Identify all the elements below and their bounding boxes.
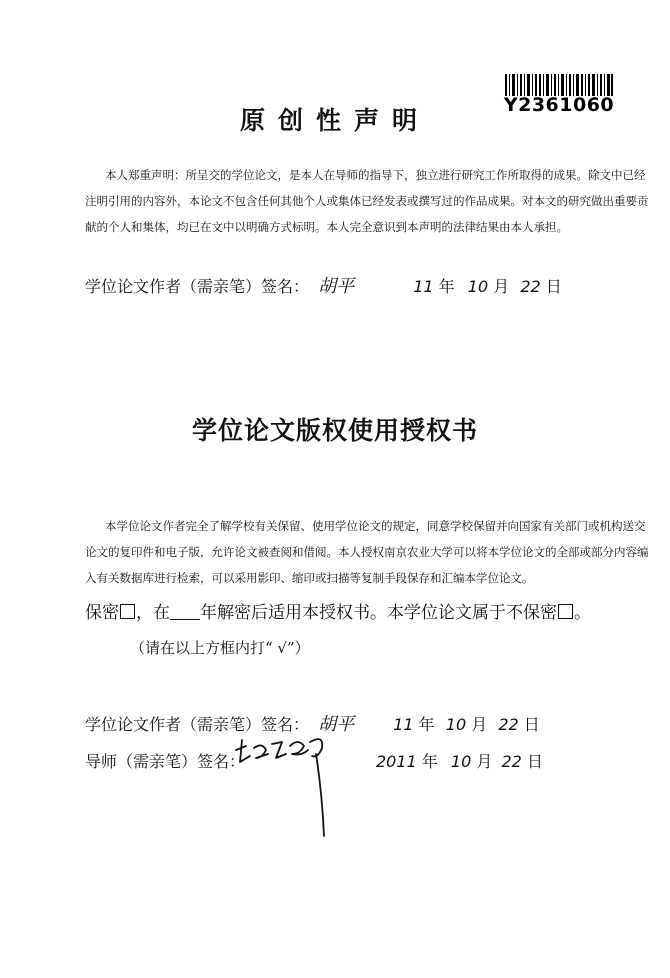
- signature-label: 学位论文作者（需亲笔）签名：: [85, 277, 310, 296]
- day-unit: 日: [526, 752, 543, 771]
- not-secret-label: 不保密: [506, 603, 557, 623]
- declaration-signature-row: [85, 272, 562, 298]
- advisor-date: [376, 749, 543, 772]
- signature-label: 学位论文作者（需亲笔）签名：: [85, 715, 310, 734]
- date-day: 22: [498, 715, 519, 734]
- choice-end: 。: [574, 603, 591, 623]
- date-year: 11: [413, 277, 434, 296]
- checkbox-instruction: （请在以上方框内打“ √”）: [130, 639, 310, 657]
- barcode-icon: [505, 74, 613, 96]
- date-month: 10: [445, 715, 467, 734]
- day-unit: 日: [545, 277, 562, 296]
- advisor-handwritten-signature: [232, 732, 332, 840]
- choice-text: 年解密后适用本授权书。本学位论文属于: [200, 603, 506, 623]
- declaration-title: 原创性声明: [239, 106, 430, 135]
- year-unit: 年: [421, 752, 438, 771]
- authorization-line: 本学位论文作者完全了解学校有关保留、使用学位论文的规定，同意学校保留并向国家有关部门或机构送交: [105, 519, 646, 533]
- declaration-line: 注明引用的内容外，本论文不包含任何其他个人或集体已经发表或撰写过的作品成果。对本文的研究做出重要贡: [85, 194, 649, 208]
- date-day: 22: [501, 752, 522, 771]
- handwritten-signature: 胡平: [318, 714, 355, 735]
- not-secret-checkbox[interactable]: [558, 604, 573, 619]
- authorization-line: 论文的复印件和电子版，允许论文被查阅和借阅。本人授权南京农业大学可以将本学位论文的全部或部分内容编: [85, 545, 649, 559]
- declaration-line: 本人郑重声明：所呈交的学位论文，是本人在导师的指导下，独立进行研究工作所取得的成果。除文中已经: [105, 168, 646, 182]
- month-unit: 月: [476, 752, 493, 771]
- signature-label: 导师（需亲笔）签名：: [85, 752, 246, 771]
- authorization-title: 学位论文版权使用授权书: [191, 416, 478, 445]
- month-unit: 月: [471, 715, 488, 734]
- year-unit: 年: [418, 715, 435, 734]
- month-unit: 月: [493, 277, 510, 296]
- date-year: 11: [393, 715, 414, 734]
- years-blank[interactable]: [170, 605, 200, 620]
- choice-text: ，在: [136, 603, 170, 623]
- day-unit: 日: [523, 715, 540, 734]
- secrecy-choice-line: [85, 598, 591, 623]
- advisor-signature-row: [85, 749, 245, 772]
- date-day: 22: [520, 277, 541, 296]
- barcode-number: Y2361060: [503, 94, 615, 116]
- handwritten-signature: 胡平: [318, 276, 355, 297]
- date-year: 2011: [376, 752, 417, 771]
- secret-label: 保密: [85, 603, 119, 623]
- authorization-line: 入有关数据库进行检索，可以采用影印、缩印或扫描等复制手段保存和汇编本学位论文。: [85, 571, 534, 585]
- year-unit: 年: [438, 277, 455, 296]
- date-month: 10: [467, 277, 489, 296]
- declaration-line: 献的个人和集体，均已在文中以明确方式标明。本人完全意识到本声明的法律结果由本人承担。: [85, 220, 568, 234]
- date-month: 10: [450, 752, 472, 771]
- secret-checkbox[interactable]: [120, 604, 135, 619]
